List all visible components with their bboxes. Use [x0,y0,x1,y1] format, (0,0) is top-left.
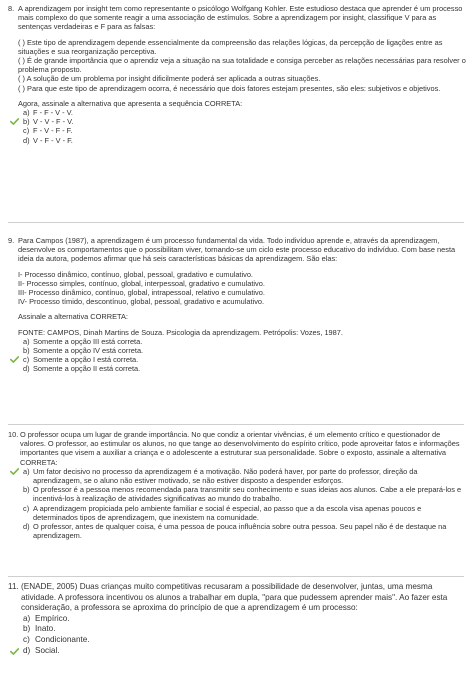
option-text: V - F - V - F. [33,135,73,145]
option-text: Social. [35,645,60,655]
question-8-number: 8. [8,4,15,13]
divider [8,424,464,425]
option-c[interactable] [10,635,466,646]
option-letter: d) [23,364,30,374]
option-letter: c) [23,355,30,365]
question-11-stem-row [8,582,466,614]
question-10-stem: O professor ocupa um lugar de grande importância. No que condiz a orientar vivências, é um elemento crítico e questionador de valores. O professor, ao estimular os alunos, no que tange ao desenvolvimento do espírito crítico, pode aproveitar fatos e informações importantes que visem a auxiliar a criança e o adolescente a estruturar sua personalidade. Sobre o exposto, assinale a alternativa CORRETA: [20,430,460,467]
option-letter: b) [23,624,31,634]
question-8-instruction: Agora, assinale a alternativa que apresenta a sequência CORRETA: [18,98,243,108]
option-c[interactable] [10,126,466,135]
question-10-stem-row [8,430,466,467]
option-letter: a) [23,613,31,623]
option-text: Somente a opção IV está correta. [33,346,144,356]
question-10-number: 10. [8,430,19,439]
option-b[interactable] [10,624,466,635]
item-1: I- Processo dinâmico, contínuo, global, pessoal, gradativo e cumulativo. [18,269,253,279]
item-4: IV- Processo tímido, descontínuo, global, pessoal, gradativo e acumulativo. [18,297,265,307]
option-text: Somente a opção III está correta. [33,336,143,346]
question-8-statements [8,38,466,93]
question-11-options [8,614,466,656]
option-letter: b) [23,485,30,495]
option-letter: a) [23,108,30,118]
question-11-stem: (ENADE, 2005) Duas crianças muito competitivas recusaram a possibilidade de desenvolver, juntas, uma mesma atividade. A professora incentivou os alunos a trabalhar em dupla, "para que pudessem aprender mais". Ao fazer esta consideração, a professora se aproxima do princípio de que a aprendizagem é um processo: [21,582,448,613]
option-letter: b) [23,117,30,127]
option-a[interactable] [10,614,466,625]
question-11-number: 11. [8,582,19,591]
question-8-stem: A aprendizagem por insight tem como representante o psicólogo Wolfgang Kohler. Este estudioso destaca que aprender é um processo mais complexo do que somente reagir a uma associação de estímulos. Sobre a aprendizagem por insight, classifique V para as sentenças verdadeiras e F para as falsas: [18,4,463,32]
option-d[interactable] [10,364,466,373]
option-b[interactable] [10,346,466,355]
option-a[interactable] [10,108,466,117]
option-text: Um fator decisivo no processo da aprendizagem é a motivação. Não poderá haver, por parte do professor, direção da aprendizagem, se o aluno não estiver motivado, se não estiver disposto a despender esforços. [33,466,418,486]
option-text: V - V - F - V. [33,117,74,127]
divider [8,222,464,223]
option-letter: d) [23,522,30,532]
divider [8,576,464,577]
option-text: Inato. [35,624,56,634]
option-d[interactable] [10,646,466,657]
option-letter: b) [23,346,30,356]
statement-1: ( ) Este tipo de aprendizagem depende essencialmente da compreensão das relações lógicas, da percepção de ligações entre as situações e sua reorganização perceptiva. [18,37,443,56]
question-10 [8,430,466,540]
option-c[interactable] [10,504,466,522]
statement-3: ( ) A solução de um problema por insight dificilmente poderá ser aplicada a outras situações. [18,74,321,84]
option-b[interactable] [10,485,466,503]
item-2: II- Processo simples, contínuo, global, interpessoal, gradativo e cumulativo. [18,278,265,288]
option-text: Condicionante. [35,634,90,644]
checkmark-icon [10,648,19,655]
question-9 [8,236,466,374]
question-9-number: 9. [8,236,15,245]
question-8-options [8,108,466,145]
statement-2: ( ) É de grande importância que o aprendiz veja a situação na sua totalidade e consiga perceber as relações necessárias para resolver o problema proposto. [18,56,466,75]
option-text: F - V - F - F. [33,126,73,136]
option-d[interactable] [10,136,466,145]
option-text: A aprendizagem propiciada pelo ambiente familiar e social é especial, ao passo que a da escola visa apenas poucos e determinados tipos de aprendizagem, que inexistem na comunidade. [33,503,422,522]
question-9-items [8,270,466,307]
option-text: Somente a opção I está correta. [33,355,139,365]
question-8 [8,4,466,145]
option-letter: a) [23,336,30,346]
option-text: F - F - V - V. [33,108,73,118]
option-c[interactable] [10,355,466,364]
question-9-stem: Para Campos (1987), a aprendizagem é um processo fundamental da vida. Todo indivíduo aprende e, através da aprendizagem, desenvolve os comportamentos que o possibilitam viver, tornando-se um ciclo este processo educativo do indivíduo. Com base nesta ideia da autora, podemos afirmar que há seis características básicas da aprendizagem. São elas: [18,236,456,264]
option-b[interactable] [10,117,466,126]
question-10-options [8,467,466,541]
item-3: III- Processo dinâmico, contínuo, global, intrapessoal, relativo e cumulativo. [18,288,265,298]
option-letter: d) [23,135,30,145]
option-letter: a) [23,466,30,476]
checkmark-icon [10,356,19,363]
question-9-options [8,337,466,374]
checkmark-icon [10,118,19,125]
option-text: O professor é a pessoa menos recomendada para transmitir seu conhecimento e suas ideias aos alunos. Cabe a ele prepará-los e incentivá-los à realização de atividades significativas ao mundo do trabalho. [33,485,462,504]
checkmark-icon [10,468,19,475]
option-letter: c) [23,503,30,513]
option-text: Somente a opção II está correta. [33,364,141,374]
question-9-instruction: Assinale a alternativa CORRETA: [18,312,128,322]
option-a[interactable] [10,467,466,485]
option-text: O professor, antes de qualquer coisa, é uma pessoa de pouca influência sobre outra pessoa. Seu papel não é de destaque na aprendizagem. [33,522,447,541]
option-a[interactable] [10,337,466,346]
option-letter: c) [23,126,30,136]
option-d[interactable] [10,522,466,540]
option-text: Empírico. [35,613,70,623]
question-11 [8,582,466,656]
question-9-source: FONTE: CAMPOS, Dinah Martins de Souza. Psicologia da aprendizagem. Petrópolis: Vozes, 1987. [18,327,343,337]
option-letter: d) [23,645,31,655]
statement-4: ( ) Para que este tipo de aprendizagem ocorra, é necessário que dois fatores estejam presentes, são eles: subjetivos e objetivos. [18,83,441,93]
question-8-stem-row [8,4,466,32]
option-letter: c) [23,634,30,644]
question-9-stem-row [8,236,466,264]
